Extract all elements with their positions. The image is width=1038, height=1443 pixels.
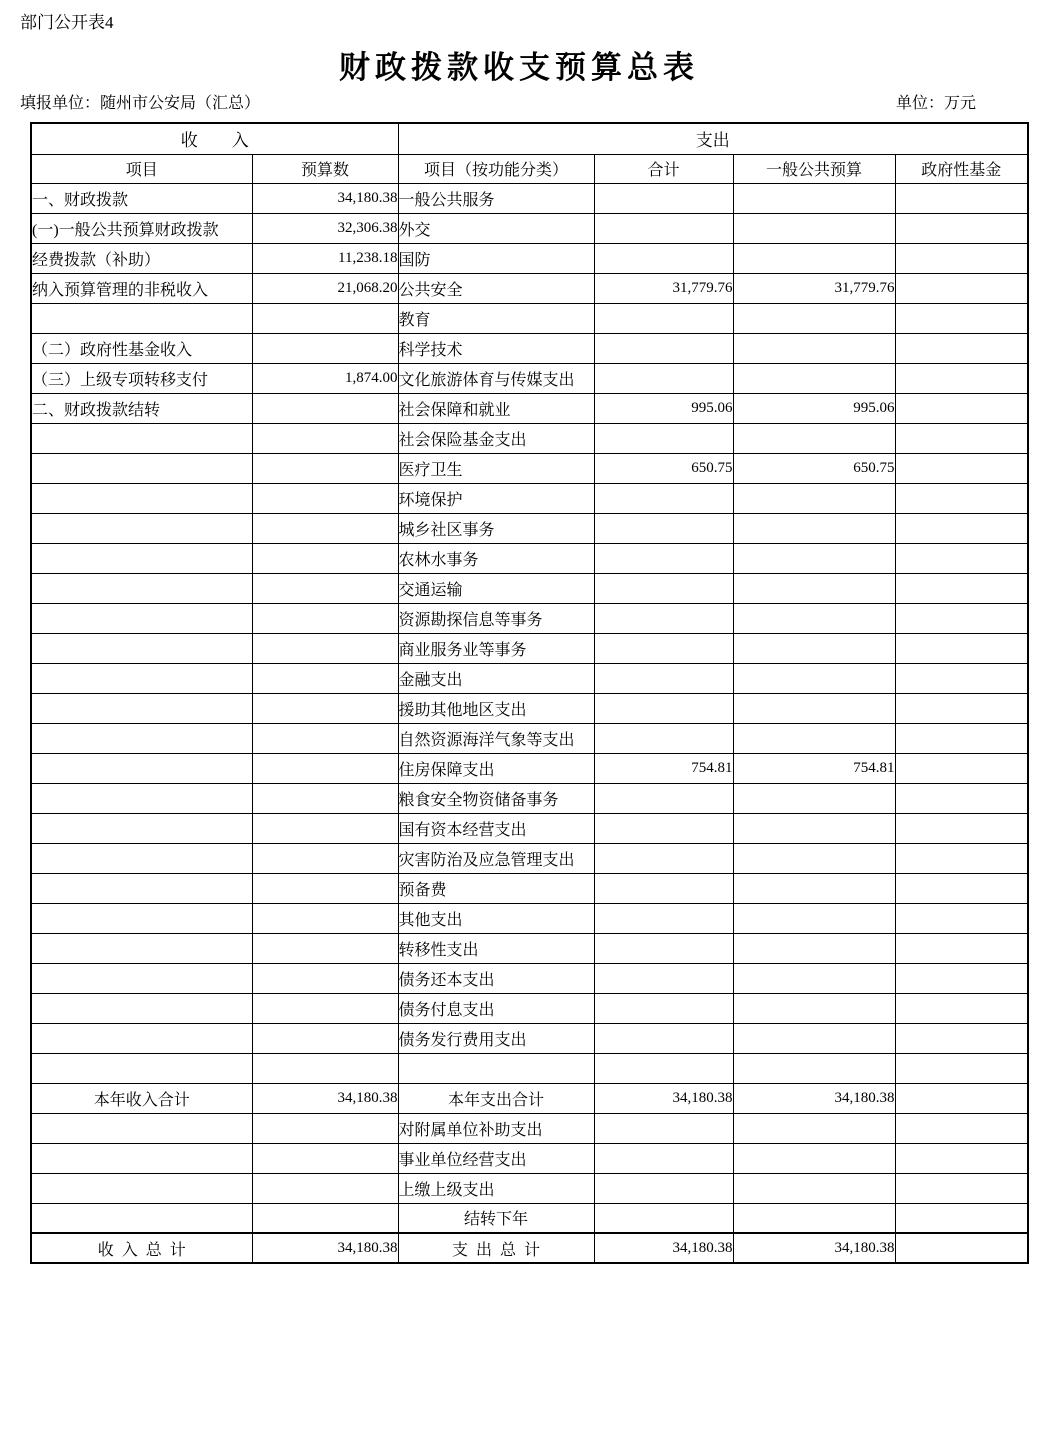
expense-general-budget-cell (733, 1023, 895, 1053)
expense-general-budget-cell (733, 1143, 895, 1173)
expense-item-cell: 外交 (398, 213, 594, 243)
income-item-cell (31, 1203, 252, 1233)
expense-general-budget-cell: 34,180.38 (733, 1233, 895, 1263)
expense-gov-fund-cell (895, 333, 1028, 363)
table-row (31, 993, 1028, 1023)
expense-item-cell: 公共安全 (398, 273, 594, 303)
table-row (31, 543, 1028, 573)
expense-total-cell (594, 1173, 733, 1203)
expense-item-cell: 对附属单位补助支出 (398, 1113, 594, 1143)
income-item-cell (31, 753, 252, 783)
table-row (31, 603, 1028, 633)
col-header-income-budget: 预算数 (252, 154, 398, 183)
income-item-cell: 收 入 总 计 (31, 1233, 252, 1263)
income-amount-cell (252, 813, 398, 843)
income-amount-cell (252, 603, 398, 633)
expense-item-cell: 债务还本支出 (398, 963, 594, 993)
table-row (31, 393, 1028, 423)
expense-item-cell: 预备费 (398, 873, 594, 903)
expense-general-budget-cell: 995.06 (733, 393, 895, 423)
expense-gov-fund-cell (895, 513, 1028, 543)
expense-general-budget-cell (733, 513, 895, 543)
expense-total-cell (594, 333, 733, 363)
expense-total-cell (594, 873, 733, 903)
expense-gov-fund-cell (895, 363, 1028, 393)
expense-total-cell (594, 573, 733, 603)
income-item-cell: (一)一般公共预算财政拨款 (31, 213, 252, 243)
income-amount-cell (252, 453, 398, 483)
income-item-cell (31, 453, 252, 483)
expense-general-budget-cell (733, 933, 895, 963)
income-amount-cell (252, 333, 398, 363)
expense-gov-fund-cell (895, 213, 1028, 243)
expense-total-cell (594, 513, 733, 543)
income-item-cell (31, 543, 252, 573)
expense-gov-fund-cell (895, 633, 1028, 663)
expense-total-cell (594, 813, 733, 843)
expense-general-budget-cell (733, 1053, 895, 1083)
income-amount-cell: 32,306.38 (252, 213, 398, 243)
expense-total-cell (594, 933, 733, 963)
income-item-cell: 经费拨款（补助） (31, 243, 252, 273)
expense-item-cell: 社会保障和就业 (398, 393, 594, 423)
expense-gov-fund-cell (895, 243, 1028, 273)
income-amount-cell (252, 693, 398, 723)
expense-gov-fund-cell (895, 393, 1028, 423)
expense-item-cell: 城乡社区事务 (398, 513, 594, 543)
expense-item-cell: 环境保护 (398, 483, 594, 513)
page-title: 财政拨款收支预算总表 (339, 50, 699, 85)
income-item-cell: （三）上级专项转移支付 (31, 363, 252, 393)
expense-item-cell: 本年支出合计 (398, 1083, 594, 1113)
expense-total-cell (594, 723, 733, 753)
expense-item-cell: 国有资本经营支出 (398, 813, 594, 843)
expense-general-budget-cell (733, 243, 895, 273)
col-header-income-item: 项目 (31, 154, 252, 183)
expense-gov-fund-cell (895, 903, 1028, 933)
expense-item-cell (398, 1053, 594, 1083)
expense-general-budget-cell (733, 633, 895, 663)
income-amount-cell: 34,180.38 (252, 1233, 398, 1263)
expense-general-budget-cell (733, 993, 895, 1023)
expense-item-cell: 交通运输 (398, 573, 594, 603)
column-header-row (31, 154, 1028, 183)
income-amount-cell: 34,180.38 (252, 1083, 398, 1113)
expense-total-cell (594, 993, 733, 1023)
unit-label: 单位：万元 (895, 95, 976, 112)
income-amount-cell (252, 303, 398, 333)
group-header-row (31, 123, 1028, 154)
expense-total-cell (594, 1143, 733, 1173)
income-amount-cell (252, 513, 398, 543)
expense-gov-fund-cell (895, 873, 1028, 903)
expense-section-header: 支出 (398, 123, 1028, 154)
expense-general-budget-cell (733, 873, 895, 903)
income-amount-cell (252, 873, 398, 903)
table-row (31, 783, 1028, 813)
table-row (31, 243, 1028, 273)
expense-total-cell (594, 693, 733, 723)
expense-item-cell: 文化旅游体育与传媒支出 (398, 363, 594, 393)
expense-gov-fund-cell (895, 693, 1028, 723)
income-amount-cell (252, 1023, 398, 1053)
table-row (31, 483, 1028, 513)
income-item-cell (31, 513, 252, 543)
table-row (31, 1023, 1028, 1053)
table-row (31, 1083, 1028, 1113)
table-row (31, 903, 1028, 933)
expense-general-budget-cell (733, 573, 895, 603)
table-row (31, 213, 1028, 243)
expense-total-cell (594, 1023, 733, 1053)
expense-general-budget-cell: 31,779.76 (733, 273, 895, 303)
income-amount-cell (252, 783, 398, 813)
income-item-cell (31, 933, 252, 963)
income-item-cell (31, 693, 252, 723)
expense-total-cell: 34,180.38 (594, 1233, 733, 1263)
expense-gov-fund-cell (895, 843, 1028, 873)
table-body (31, 183, 1028, 1263)
income-amount-cell (252, 933, 398, 963)
expense-item-cell: 其他支出 (398, 903, 594, 933)
expense-gov-fund-cell (895, 1053, 1028, 1083)
expense-gov-fund-cell (895, 1203, 1028, 1233)
expense-gov-fund-cell (895, 303, 1028, 333)
expense-gov-fund-cell (895, 813, 1028, 843)
expense-general-budget-cell (733, 303, 895, 333)
col-header-expense-item: 项目（按功能分类） (398, 154, 594, 183)
expense-total-cell (594, 183, 733, 213)
expense-general-budget-cell (733, 1173, 895, 1203)
expense-gov-fund-cell (895, 603, 1028, 633)
expense-total-cell (594, 903, 733, 933)
income-item-cell (31, 1173, 252, 1203)
expense-general-budget-cell (733, 1113, 895, 1143)
expense-general-budget-cell (733, 603, 895, 633)
table-row (31, 753, 1028, 783)
col-header-expense-total: 合计 (594, 154, 733, 183)
income-amount-cell (252, 573, 398, 603)
table-row (31, 663, 1028, 693)
expense-item-cell: 医疗卫生 (398, 453, 594, 483)
table-row (31, 723, 1028, 753)
expense-item-cell: 商业服务业等事务 (398, 633, 594, 663)
table-row (31, 513, 1028, 543)
income-amount-cell (252, 753, 398, 783)
expense-item-cell: 支 出 总 计 (398, 1233, 594, 1263)
expense-total-cell (594, 243, 733, 273)
expense-item-cell: 社会保险基金支出 (398, 423, 594, 453)
income-item-cell (31, 1113, 252, 1143)
expense-item-cell: 金融支出 (398, 663, 594, 693)
income-item-cell (31, 783, 252, 813)
expense-item-cell: 科学技术 (398, 333, 594, 363)
expense-gov-fund-cell (895, 753, 1028, 783)
expense-item-cell: 住房保障支出 (398, 753, 594, 783)
expense-general-budget-cell (733, 903, 895, 933)
expense-gov-fund-cell (895, 1233, 1028, 1263)
expense-general-budget-cell (733, 1203, 895, 1233)
expense-total-cell (594, 783, 733, 813)
income-item-cell (31, 723, 252, 753)
expense-gov-fund-cell (895, 993, 1028, 1023)
expense-general-budget-cell (733, 783, 895, 813)
income-item-cell (31, 663, 252, 693)
expense-gov-fund-cell (895, 453, 1028, 483)
income-amount-cell: 1,874.00 (252, 363, 398, 393)
table-row (31, 633, 1028, 663)
table-row (31, 933, 1028, 963)
income-amount-cell (252, 1203, 398, 1233)
income-item-cell (31, 603, 252, 633)
table-row (31, 303, 1028, 333)
expense-item-cell: 灾害防治及应急管理支出 (398, 843, 594, 873)
expense-gov-fund-cell (895, 483, 1028, 513)
expense-gov-fund-cell (895, 423, 1028, 453)
expense-item-cell: 债务付息支出 (398, 993, 594, 1023)
expense-total-cell (594, 633, 733, 663)
income-amount-cell (252, 843, 398, 873)
income-item-cell (31, 303, 252, 333)
expense-total-cell (594, 963, 733, 993)
expense-item-cell: 国防 (398, 243, 594, 273)
expense-total-cell (594, 1203, 733, 1233)
expense-item-cell: 资源勘探信息等事务 (398, 603, 594, 633)
expense-general-budget-cell (733, 663, 895, 693)
expense-general-budget-cell (733, 333, 895, 363)
table-row (31, 1173, 1028, 1203)
expense-general-budget-cell (733, 963, 895, 993)
income-amount-cell (252, 723, 398, 753)
income-item-cell (31, 813, 252, 843)
expense-gov-fund-cell (895, 1113, 1028, 1143)
expense-item-cell: 粮食安全物资储备事务 (398, 783, 594, 813)
expense-gov-fund-cell (895, 1143, 1028, 1173)
expense-item-cell: 债务发行费用支出 (398, 1023, 594, 1053)
income-item-cell (31, 873, 252, 903)
expense-item-cell: 结转下年 (398, 1203, 594, 1233)
income-item-cell (31, 1023, 252, 1053)
expense-general-budget-cell (733, 213, 895, 243)
expense-gov-fund-cell (895, 573, 1028, 603)
expense-gov-fund-cell (895, 783, 1028, 813)
income-item-cell (31, 1143, 252, 1173)
expense-total-cell: 650.75 (594, 453, 733, 483)
income-item-cell: 本年收入合计 (31, 1083, 252, 1113)
income-item-cell (31, 633, 252, 663)
expense-general-budget-cell (733, 843, 895, 873)
table-row (31, 183, 1028, 213)
income-amount-cell (252, 543, 398, 573)
income-item-cell (31, 843, 252, 873)
expense-gov-fund-cell (895, 1173, 1028, 1203)
expense-total-cell (594, 1053, 733, 1083)
expense-general-budget-cell (733, 183, 895, 213)
income-item-cell (31, 483, 252, 513)
income-amount-cell (252, 993, 398, 1023)
income-item-cell (31, 903, 252, 933)
col-header-expense-gov-fund: 政府性基金 (895, 154, 1028, 183)
table-row (31, 1233, 1028, 1263)
expense-general-budget-cell (733, 543, 895, 573)
income-item-cell (31, 1053, 252, 1083)
expense-total-cell (594, 213, 733, 243)
income-amount-cell: 11,238.18 (252, 243, 398, 273)
expense-item-cell: 自然资源海洋气象等支出 (398, 723, 594, 753)
table-row (31, 1053, 1028, 1083)
table-row (31, 363, 1028, 393)
expense-total-cell (594, 843, 733, 873)
expense-item-cell: 事业单位经营支出 (398, 1143, 594, 1173)
expense-total-cell: 754.81 (594, 753, 733, 783)
expense-total-cell (594, 423, 733, 453)
table-row (31, 693, 1028, 723)
expense-general-budget-cell (733, 423, 895, 453)
income-section-header: 收 入 (31, 123, 398, 154)
table-row (31, 813, 1028, 843)
income-item-cell: 纳入预算管理的非税收入 (31, 273, 252, 303)
expense-total-cell: 31,779.76 (594, 273, 733, 303)
income-amount-cell: 21,068.20 (252, 273, 398, 303)
income-amount-cell (252, 963, 398, 993)
expense-gov-fund-cell (895, 963, 1028, 993)
expense-gov-fund-cell (895, 1023, 1028, 1053)
table-row (31, 423, 1028, 453)
expense-total-cell (594, 363, 733, 393)
expense-total-cell (594, 543, 733, 573)
expense-gov-fund-cell (895, 273, 1028, 303)
income-item-cell: （二）政府性基金收入 (31, 333, 252, 363)
expense-item-cell: 上缴上级支出 (398, 1173, 594, 1203)
expense-gov-fund-cell (895, 933, 1028, 963)
expense-total-cell: 34,180.38 (594, 1083, 733, 1113)
income-amount-cell: 34,180.38 (252, 183, 398, 213)
expense-general-budget-cell (733, 693, 895, 723)
expense-item-cell: 一般公共服务 (398, 183, 594, 213)
income-amount-cell (252, 903, 398, 933)
table-row (31, 873, 1028, 903)
income-amount-cell (252, 393, 398, 423)
income-amount-cell (252, 1143, 398, 1173)
expense-item-cell: 转移性支出 (398, 933, 594, 963)
expense-total-cell (594, 603, 733, 633)
table-row (31, 453, 1028, 483)
expense-item-cell: 援助其他地区支出 (398, 693, 594, 723)
table-row (31, 573, 1028, 603)
expense-item-cell: 教育 (398, 303, 594, 333)
income-item-cell: 二、财政拨款结转 (31, 393, 252, 423)
income-amount-cell (252, 663, 398, 693)
table-row (31, 333, 1028, 363)
expense-general-budget-cell: 650.75 (733, 453, 895, 483)
table-row (31, 1143, 1028, 1173)
expense-general-budget-cell (733, 723, 895, 753)
doc-label: 部门公开表4 (20, 13, 114, 32)
budget-table (30, 122, 1029, 1264)
expense-gov-fund-cell (895, 723, 1028, 753)
expense-total-cell: 995.06 (594, 393, 733, 423)
reporting-unit: 填报单位：随州市公安局（汇总） (20, 95, 261, 112)
expense-total-cell (594, 663, 733, 693)
income-amount-cell (252, 483, 398, 513)
expense-general-budget-cell (733, 813, 895, 843)
income-amount-cell (252, 1173, 398, 1203)
table-row (31, 1113, 1028, 1143)
table-row (31, 843, 1028, 873)
expense-gov-fund-cell (895, 663, 1028, 693)
income-amount-cell (252, 1053, 398, 1083)
income-item-cell (31, 573, 252, 603)
expense-total-cell (594, 1113, 733, 1143)
expense-gov-fund-cell (895, 543, 1028, 573)
income-item-cell (31, 993, 252, 1023)
expense-gov-fund-cell (895, 1083, 1028, 1113)
expense-general-budget-cell: 34,180.38 (733, 1083, 895, 1113)
income-item-cell (31, 423, 252, 453)
income-amount-cell (252, 423, 398, 453)
expense-total-cell (594, 483, 733, 513)
expense-gov-fund-cell (895, 183, 1028, 213)
income-item-cell (31, 963, 252, 993)
expense-item-cell: 农林水事务 (398, 543, 594, 573)
income-item-cell: 一、财政拨款 (31, 183, 252, 213)
expense-general-budget-cell (733, 483, 895, 513)
table-row (31, 273, 1028, 303)
expense-general-budget-cell (733, 363, 895, 393)
expense-general-budget-cell: 754.81 (733, 753, 895, 783)
income-amount-cell (252, 1113, 398, 1143)
income-amount-cell (252, 633, 398, 663)
table-row (31, 963, 1028, 993)
col-header-expense-general-budget: 一般公共预算 (733, 154, 895, 183)
expense-total-cell (594, 303, 733, 333)
table-row (31, 1203, 1028, 1233)
